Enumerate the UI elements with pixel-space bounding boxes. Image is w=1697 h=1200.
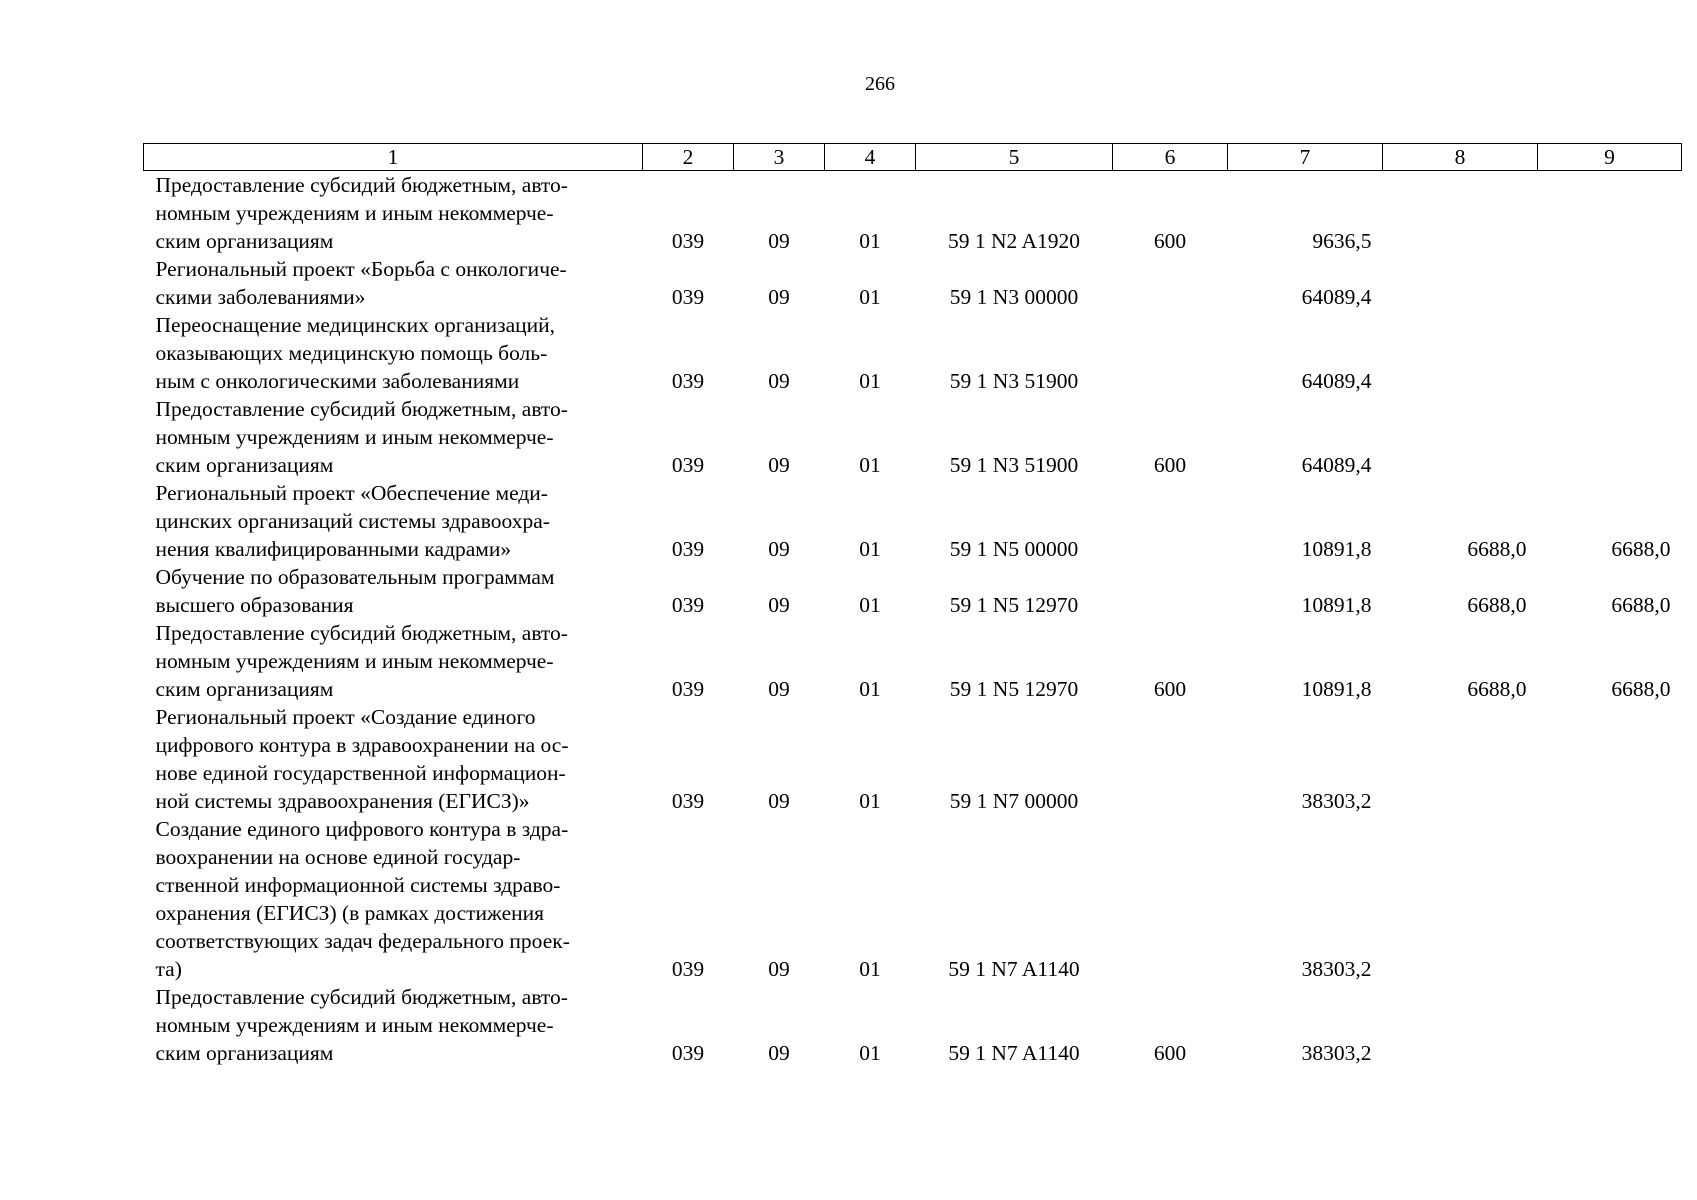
row-subsection: 01 [859,957,881,981]
header-col-3: 3 [734,144,825,171]
row-subsection: 01 [859,677,881,701]
table-body [144,171,1682,1068]
row-name [144,255,643,311]
row-subsection: 01 [859,229,881,253]
row-amount-col7: 38303,2 [1301,789,1372,813]
row-target-article: 59 1 N2 A1920 [948,229,1080,253]
row-name [144,619,643,703]
row-amount-col9 [1538,815,1682,983]
header-col-8: 8 [1383,144,1538,171]
row-section: 09 [768,593,790,617]
table-row [144,703,1682,815]
row-section: 09 [768,285,790,309]
row-amount-col8 [1383,255,1538,311]
row-expense-type: 600 [1153,1041,1187,1065]
table-row [144,255,1682,311]
row-target-article: 59 1 N3 51900 [949,369,1079,393]
header-col-4: 4 [825,144,916,171]
row-target-article: 59 1 N7 A1140 [948,1041,1080,1065]
header-col-6: 6 [1113,144,1228,171]
row-expense-type [1113,703,1228,815]
row-amount-col7: 10891,8 [1301,677,1372,701]
row-code-admin: 039 [671,537,705,561]
row-section: 09 [768,369,790,393]
row-subsection: 01 [859,1041,881,1065]
row-expense-type: 600 [1153,453,1187,477]
row-amount-col8: 6688,0 [1467,537,1527,561]
row-target-article: 59 1 N3 51900 [949,453,1079,477]
row-target-article: 59 1 N5 12970 [949,677,1079,701]
row-amount-col7: 38303,2 [1301,957,1372,981]
header-row [144,144,1682,171]
row-name [144,703,643,815]
row-target-article: 59 1 N5 00000 [949,537,1079,561]
row-target-article: 59 1 N5 12970 [949,593,1079,617]
row-expense-type [1113,563,1228,619]
row-section: 09 [768,537,790,561]
row-name [144,983,643,1067]
row-expense-type [1113,815,1228,983]
header-col-9: 9 [1538,144,1682,171]
row-amount-col9: 6688,0 [1611,677,1671,701]
row-subsection: 01 [859,537,881,561]
row-code-admin: 039 [671,593,705,617]
row-amount-col8 [1383,311,1538,395]
row-name [144,171,643,256]
row-subsection: 01 [859,285,881,309]
row-name-text: Региональный проект «Создание единого цифрового контура в здравоохранении на ос- нове единой государственной информацион- ной системы здравоохранения (ЕГИСЗ)» [155,705,569,813]
row-amount-col7: 64089,4 [1301,285,1372,309]
row-code-admin: 039 [671,677,705,701]
row-section: 09 [768,1041,790,1065]
row-expense-type [1113,311,1228,395]
row-code-admin: 039 [671,453,705,477]
row-name [144,395,643,479]
table-header [144,144,1682,171]
row-amount-col9: 6688,0 [1611,537,1671,561]
header-col-2: 2 [643,144,734,171]
header-col-5: 5 [916,144,1113,171]
row-amount-col8 [1383,703,1538,815]
row-amount-col8 [1383,983,1538,1067]
row-amount-col7: 10891,8 [1301,537,1372,561]
row-name [144,311,643,395]
row-section: 09 [768,957,790,981]
row-target-article: 59 1 N3 00000 [949,285,1079,309]
row-name-text: Создание единого цифрового контура в здра- воохранении на основе единой государ- ственной информационной системы здраво- охранения (ЕГИСЗ) (в рамках достижения соответствующих задач федерального проек- та) [155,817,570,981]
row-expense-type: 600 [1153,229,1187,253]
row-section: 09 [768,229,790,253]
table-row [144,619,1682,703]
row-amount-col9 [1538,171,1682,256]
row-name-text: Предоставление субсидий бюджетным, авто- номным учреждениям и иным некоммерче- ским организациям [155,621,568,701]
row-amount-col7: 38303,2 [1301,1041,1372,1065]
row-expense-type [1113,255,1228,311]
table-row [144,171,1682,256]
table-row [144,815,1682,983]
row-name-text: Региональный проект «Борьба с онкологиче- скими заболеваниями» [155,257,567,309]
row-section: 09 [768,789,790,813]
row-amount-col9 [1538,983,1682,1067]
header-col-7: 7 [1228,144,1383,171]
row-amount-col8: 6688,0 [1467,593,1527,617]
row-expense-type [1113,479,1228,563]
row-code-admin: 039 [671,957,705,981]
row-amount-col8: 6688,0 [1467,677,1527,701]
row-section: 09 [768,453,790,477]
row-subsection: 01 [859,789,881,813]
header-col-1: 1 [144,144,643,171]
row-subsection: 01 [859,593,881,617]
row-name-text: Предоставление субсидий бюджетным, авто- номным учреждениям и иным некоммерче- ским организациям [155,173,568,253]
table-row [144,311,1682,395]
row-amount-col7: 64089,4 [1301,453,1372,477]
row-amount-col9: 6688,0 [1611,593,1671,617]
row-code-admin: 039 [671,1041,705,1065]
row-name-text: Предоставление субсидий бюджетным, авто- номным учреждениям и иным некоммерче- ским организациям [155,397,568,477]
row-subsection: 01 [859,453,881,477]
row-amount-col7: 9636,5 [1312,229,1372,253]
row-amount-col8 [1383,815,1538,983]
row-amount-col9 [1538,255,1682,311]
row-name [144,479,643,563]
page-number: 266 [865,73,895,95]
row-name-text: Предоставление субсидий бюджетным, авто- номным учреждениям и иным некоммерче- ским организациям [155,985,568,1065]
budget-table [143,143,1682,1067]
row-expense-type: 600 [1153,677,1187,701]
row-code-admin: 039 [671,789,705,813]
row-target-article: 59 1 N7 00000 [949,789,1079,813]
row-code-admin: 039 [671,369,705,393]
row-name-text: Региональный проект «Обеспечение меди- цинских организаций системы здравоохра- нения квалифицированными кадрами» [155,481,550,561]
row-amount-col8 [1383,395,1538,479]
row-amount-col9 [1538,395,1682,479]
row-amount-col7: 64089,4 [1301,369,1372,393]
row-name-text: Обучение по образовательным программам высшего образования [155,565,555,617]
row-subsection: 01 [859,369,881,393]
row-code-admin: 039 [671,229,705,253]
row-section: 09 [768,677,790,701]
row-name [144,563,643,619]
row-code-admin: 039 [671,285,705,309]
row-amount-col9 [1538,311,1682,395]
row-amount-col8 [1383,171,1538,256]
row-amount-col7: 10891,8 [1301,593,1372,617]
table-row [144,395,1682,479]
row-amount-col9 [1538,703,1682,815]
table-row [144,983,1682,1067]
table-row [144,563,1682,619]
row-target-article: 59 1 N7 A1140 [948,957,1080,981]
row-name-text: Переоснащение медицинских организаций, оказывающих медицинскую помощь боль- ным с онкологическими заболеваниями [155,313,556,393]
table-row [144,479,1682,563]
row-name [144,815,643,983]
